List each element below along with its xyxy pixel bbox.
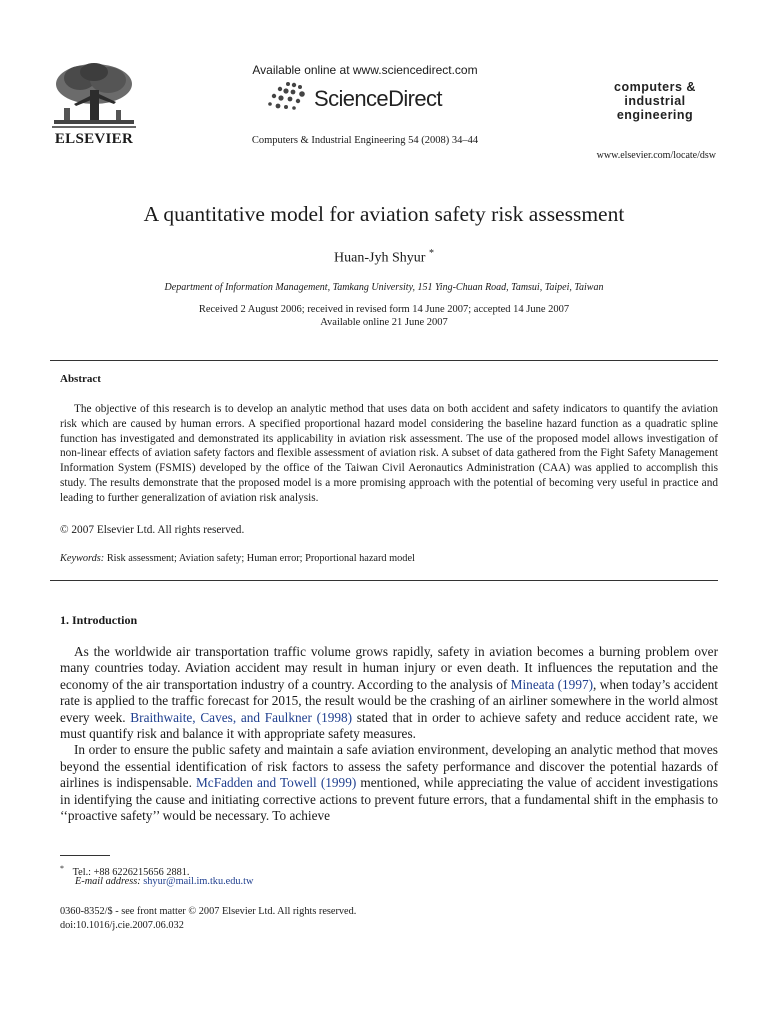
footnote-email (75, 876, 253, 887)
footnote-divider (60, 855, 110, 856)
received-line: Received 2 August 2006; received in revised form 14 June 2007; accepted 14 June 2007 (198, 304, 570, 315)
journal-logo-line: engineering (616, 108, 694, 122)
footnote-tel-text: Tel.: +88 6226215656 2881. (72, 867, 190, 879)
paragraph-text: As the worldwide air transportation traffic volume grows rapidly, safety in aviation becomes a burning problem over many countries today. Aviation accident may result in human injury or even death. It influences the reputation and the economy of the air transportation industry of a country. According to the analysis of (60, 644, 718, 692)
journal-logo-line: industrial (624, 94, 686, 108)
keywords-label: Keywords: (60, 553, 105, 564)
issn-block (60, 905, 356, 933)
paragraph-text: mentioned, while appreciating the value of accident investigations in identifying the cause and initiating corrective actions to prevent future errors, that a fundamental shift in the emphasis to ‘‘proactive safety’’ would be necessary. To achieve (60, 775, 718, 824)
paragraph-text: stated that in order to achieve safety and reduce accident rate, we must quantify risk and balance it with appropriate safety measures. (60, 709, 719, 742)
paragraph-text: , when today’s accident rate is applied to the traffic forecast for 2015, the result would be the crashing of an airliner somewhere in the world almost every week. (60, 676, 718, 725)
article-title: A quantitative model for aviation safety risk assessment (143, 202, 625, 226)
email-label: E-mail address: (75, 876, 141, 887)
divider (50, 580, 718, 581)
paragraph (60, 742, 718, 824)
citation-link[interactable]: Mineata (1997) (510, 676, 594, 692)
received-dates (50, 303, 718, 329)
keywords-list: Risk assessment; Aviation safety; Human error; Proportional hazard model (106, 553, 415, 564)
keywords (60, 553, 415, 564)
journal-logo-line: computers & (614, 80, 696, 94)
divider (50, 360, 718, 361)
affiliation: Department of Information Management, Tamkang University, 151 Ying-Chuan Road, Tamsui, Taipei, Taiwan (164, 282, 604, 293)
abstract-heading: Abstract (60, 373, 101, 385)
abstract-text: The objective of this research is to develop an analytic method that uses data on both accident and safety indicators to quantify the aviation risk which are caused by human errors. A specified proportional hazard model considering the baseline hazard function as a quadratic spline function has investigated and demonstrated its applicability in aviation risk assessment. The use of the proposed model allows investigation of non-linear effects of aviation safety factors and flexible assessment of aviation risk. A subset of data gathered from the Fight Safety Management Information System (FSMIS) developed by the office of the Taiwan Civil Aeronautics Administration (CAA) was applied to accomplish this study. The results demonstrate that the proposed model is a more promising approach with the potential of becoming very useful in practice and leading to further generalization of aviation risk analysis. (60, 403, 718, 504)
abstract-copyright: © 2007 Elsevier Ltd. All rights reserved. (60, 524, 245, 536)
section-heading: 1. Introduction (60, 613, 138, 627)
footnote-mark: * (60, 864, 64, 873)
journal-logo (585, 80, 725, 122)
author-line (50, 248, 718, 267)
sciencedirect-dots-icon (266, 80, 312, 114)
author-footnote-mark[interactable]: * (428, 248, 434, 259)
paragraph (60, 644, 718, 742)
publisher-wordmark: ELSEVIER (54, 131, 134, 147)
available-online-date: Available online 21 June 2007 (320, 317, 448, 328)
citation-link[interactable]: Braithwaite, Caves, and Faulkner (1998) (130, 709, 353, 725)
issn-line: 0360-8352/$ - see front matter © 2007 Elsevier Ltd. All rights reserved. (60, 906, 357, 917)
journal-url[interactable]: www.elsevier.com/locate/dsw (596, 150, 716, 161)
paragraph-text: In order to ensure the public safety and maintain a safe aviation environment, developing an analytic method that moves beyond the essential identification of risk factors to assess the safety performance and discover the potential hazards of airlines is indispensable. (60, 742, 718, 791)
citation-link[interactable]: McFadden and Towell (1999) (195, 775, 357, 791)
author-name: Huan-Jyh Shyur (334, 250, 426, 266)
email-link[interactable]: shyur@mail.im.tku.edu.tw (143, 876, 254, 887)
available-online-text[interactable]: Available online at www.sciencedirect.com (252, 63, 478, 77)
sciencedirect-wordmark: ScienceDirect (314, 86, 442, 111)
elsevier-tree-logo (50, 60, 138, 132)
journal-reference: Computers & Industrial Engineering 54 (2008) 34–44 (251, 135, 479, 146)
doi-line[interactable]: doi:10.1016/j.cie.2007.06.032 (60, 920, 184, 931)
introduction-body (60, 644, 718, 824)
